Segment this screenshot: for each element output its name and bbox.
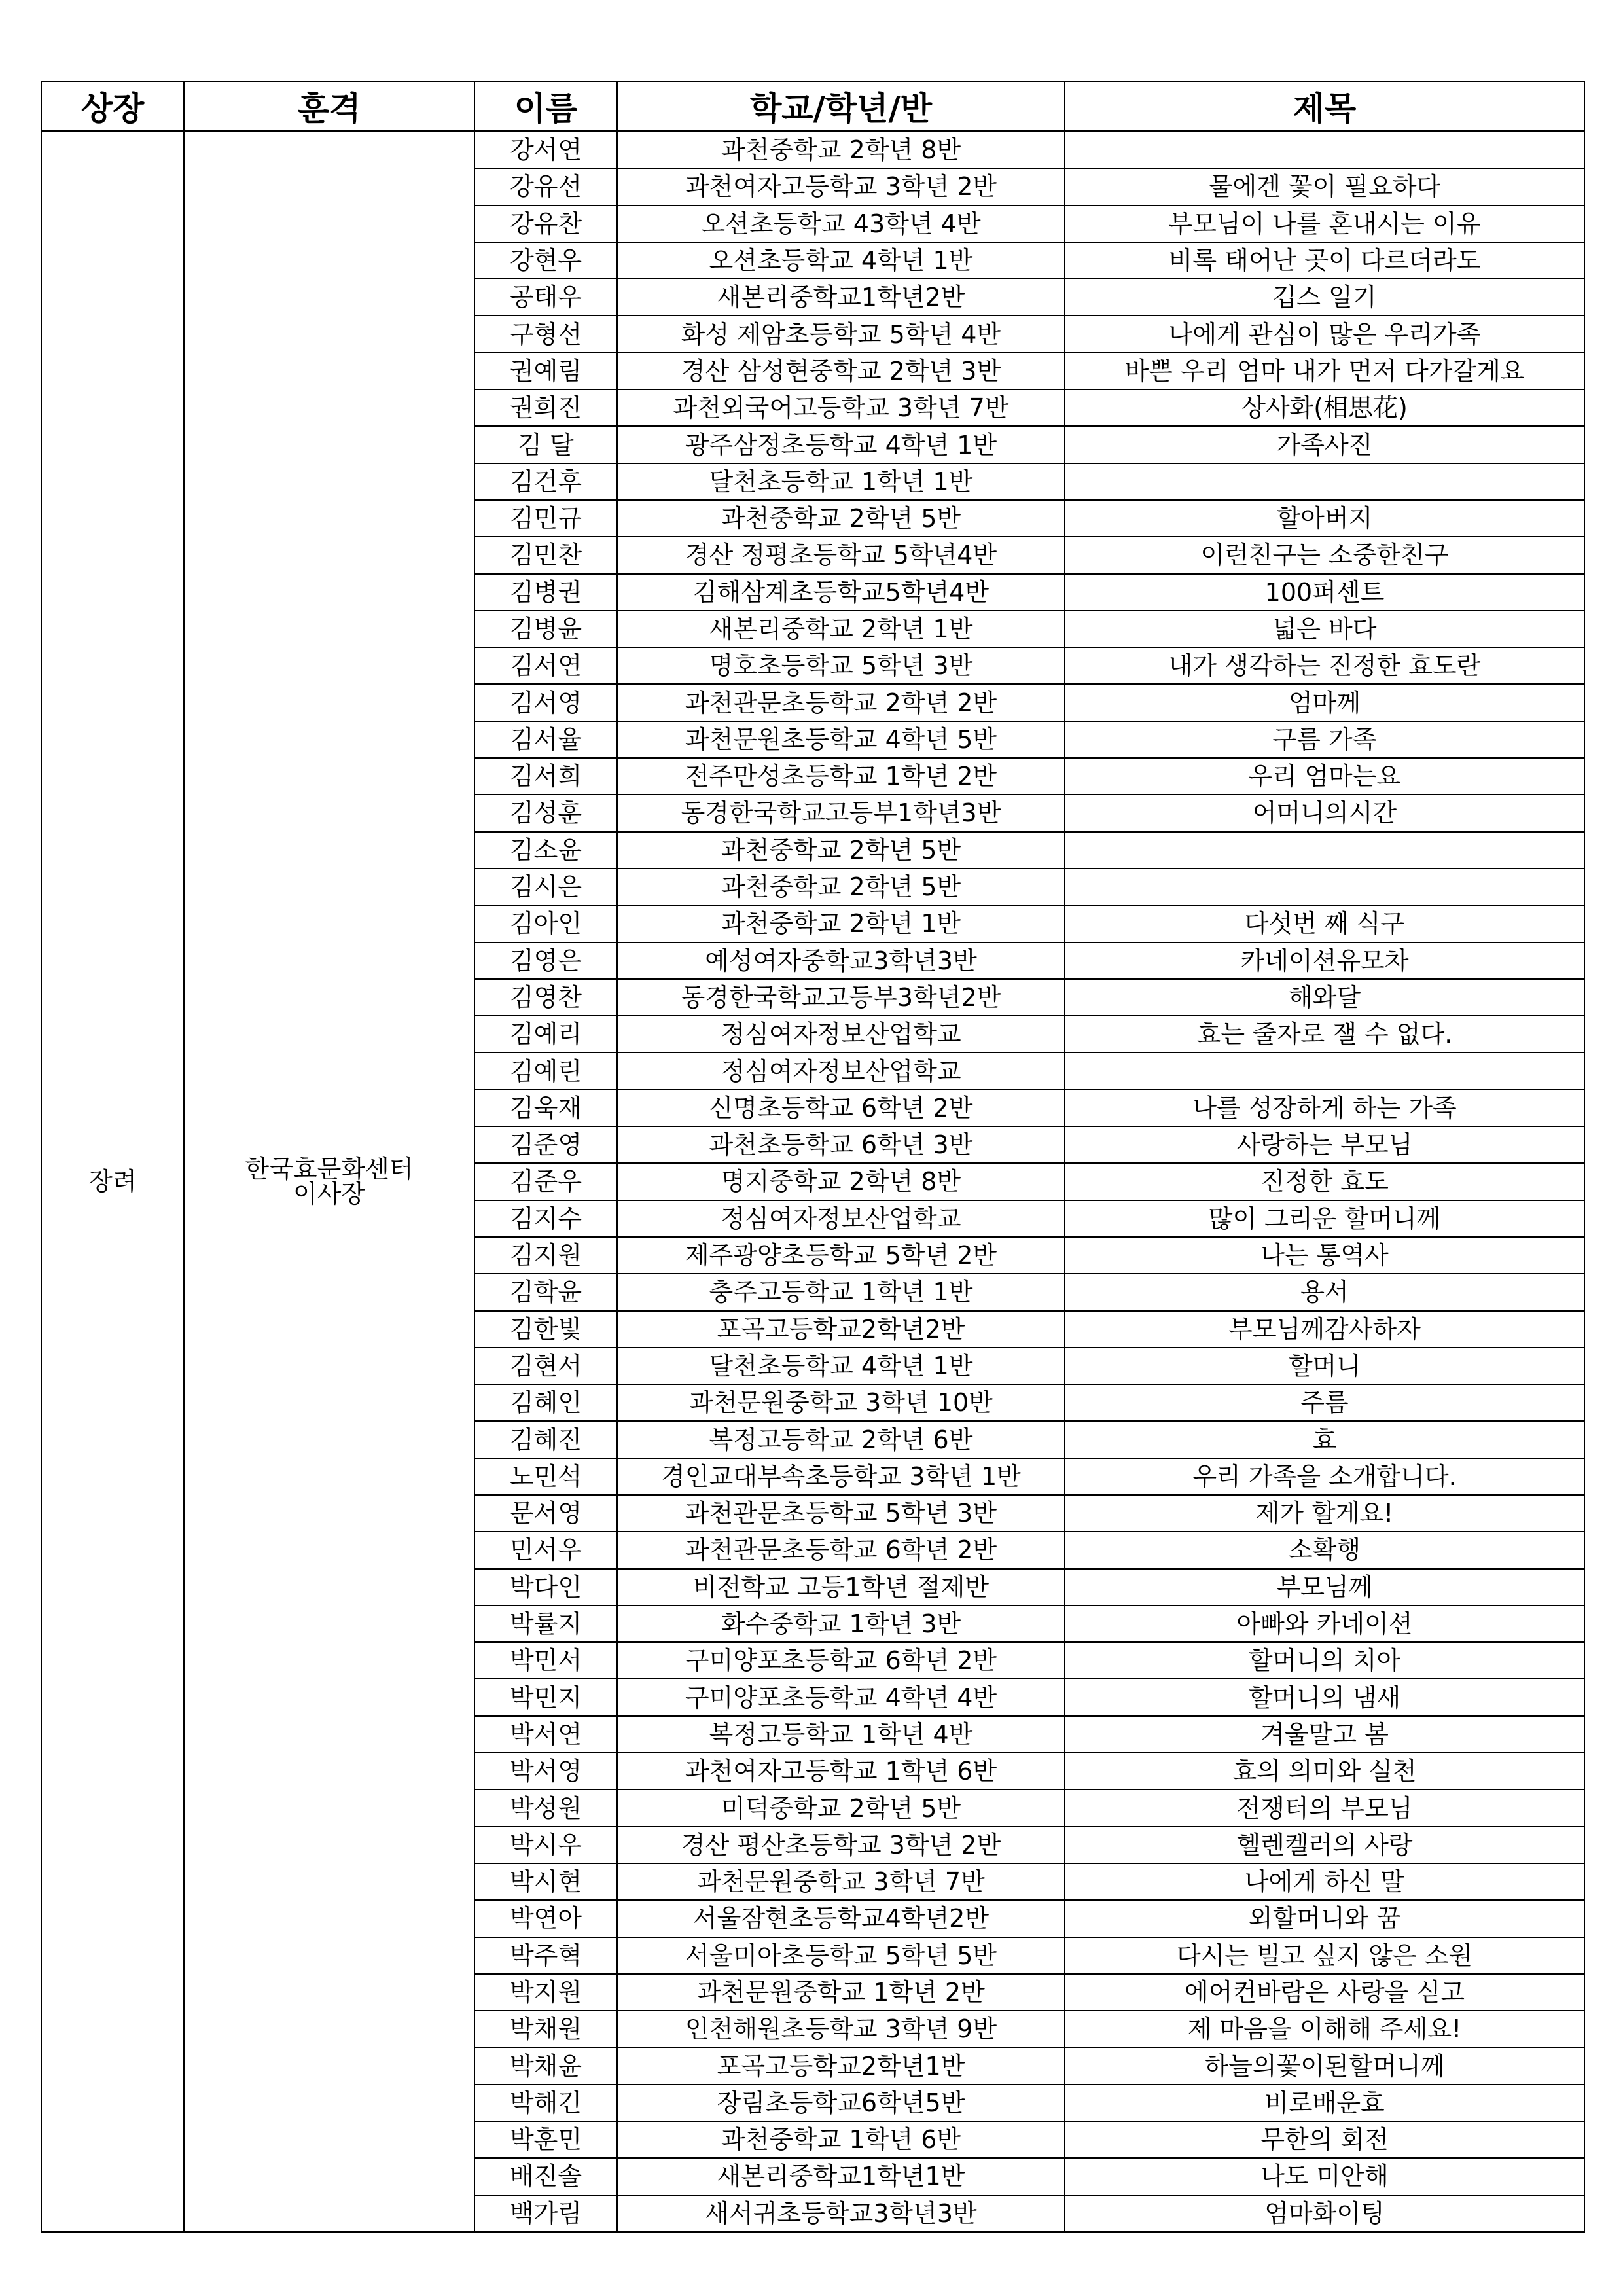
name-cell: 권희진	[474, 389, 617, 426]
title-cell: 전쟁터의 부모님	[1065, 1789, 1584, 1826]
title-cell: 하늘의꽃이된할머니께	[1065, 2047, 1584, 2084]
name-cell: 김건후	[474, 463, 617, 500]
title-cell	[1065, 869, 1584, 905]
name-cell: 박시현	[474, 1863, 617, 1900]
school-cell: 포곡고등학교2학년2반	[617, 1311, 1065, 1348]
title-cell: 어머니의시간	[1065, 795, 1584, 831]
school-cell: 정심여자정보산업학교	[617, 1016, 1065, 1052]
title-cell: 가족사진	[1065, 426, 1584, 463]
name-cell: 김영찬	[474, 979, 617, 1016]
name-cell: 김서영	[474, 684, 617, 721]
school-cell: 새본리중학교 2학년 1반	[617, 611, 1065, 647]
name-cell: 김혜인	[474, 1384, 617, 1421]
name-cell: 김서율	[474, 721, 617, 758]
name-cell: 김준우	[474, 1163, 617, 1200]
school-cell: 과천여자고등학교 3학년 2반	[617, 168, 1065, 205]
name-cell: 강서연	[474, 131, 617, 168]
header-row	[41, 82, 1584, 131]
title-cell: 제 마음을 이해해 주세요!	[1065, 2011, 1584, 2047]
school-cell: 과천관문초등학교 6학년 2반	[617, 1532, 1065, 1568]
school-cell: 서울잠현초등학교4학년2반	[617, 1900, 1065, 1937]
school-cell: 과천문원초등학교 4학년 5반	[617, 721, 1065, 758]
school-cell: 경인교대부속초등학교 3학년 1반	[617, 1458, 1065, 1495]
title-cell: 소확행	[1065, 1532, 1584, 1568]
name-cell: 김아인	[474, 905, 617, 942]
name-cell: 김혜진	[474, 1421, 617, 1458]
school-cell: 구미양포초등학교 6학년 2반	[617, 1642, 1065, 1679]
name-cell: 배진솔	[474, 2158, 617, 2195]
title-cell: 이런친구는 소중한친구	[1065, 537, 1584, 573]
name-cell: 김준영	[474, 1126, 617, 1163]
school-cell: 과천중학교 1학년 6반	[617, 2121, 1065, 2158]
title-cell: 주름	[1065, 1384, 1584, 1421]
school-cell: 화성 제암초등학교 5학년 4반	[617, 315, 1065, 352]
title-cell: 100퍼센트	[1065, 574, 1584, 611]
school-cell: 미덕중학교 2학년 5반	[617, 1789, 1065, 1826]
title-cell: 넓은 바다	[1065, 611, 1584, 647]
title-cell	[1065, 1052, 1584, 1089]
title-cell: 비로배운효	[1065, 2085, 1584, 2121]
school-cell: 새서귀초등학교3학년3반	[617, 2195, 1065, 2232]
title-cell: 카네이션유모차	[1065, 942, 1584, 979]
name-cell: 김서희	[474, 758, 617, 795]
school-cell: 과천중학교 2학년 8반	[617, 131, 1065, 168]
name-cell: 문서영	[474, 1495, 617, 1532]
title-cell: 내가 생각하는 진정한 효도란	[1065, 647, 1584, 684]
header-school: 학교/학년/반	[617, 82, 1065, 131]
title-cell: 효	[1065, 1421, 1584, 1458]
title-cell: 나에게 관심이 많은 우리가족	[1065, 315, 1584, 352]
name-cell: 김예리	[474, 1016, 617, 1052]
name-cell: 강현우	[474, 242, 617, 279]
school-cell: 광주삼정초등학교 4학년 1반	[617, 426, 1065, 463]
title-cell: 깁스 일기	[1065, 279, 1584, 315]
title-cell: 용서	[1065, 1274, 1584, 1310]
name-cell: 김영은	[474, 942, 617, 979]
title-cell: 사랑하는 부모님	[1065, 1126, 1584, 1163]
name-cell: 김학윤	[474, 1274, 617, 1310]
name-cell: 김서연	[474, 647, 617, 684]
name-cell: 박채원	[474, 2011, 617, 2047]
name-cell: 박민지	[474, 1679, 617, 1715]
honor-line-1: 한국효문화센터	[245, 1155, 414, 1184]
title-cell: 우리 가족을 소개합니다.	[1065, 1458, 1584, 1495]
title-cell: 제가 할게요!	[1065, 1495, 1584, 1532]
name-cell: 김소윤	[474, 832, 617, 869]
title-cell: 나를 성장하게 하는 가족	[1065, 1090, 1584, 1126]
school-cell: 경산 정평초등학교 5학년4반	[617, 537, 1065, 573]
school-cell: 화수중학교 1학년 3반	[617, 1605, 1065, 1642]
title-cell: 부모님께감사하자	[1065, 1311, 1584, 1348]
title-cell: 비록 태어난 곳이 다르더라도	[1065, 242, 1584, 279]
name-cell: 박서영	[474, 1753, 617, 1789]
name-cell: 박성원	[474, 1789, 617, 1826]
name-cell: 박다인	[474, 1569, 617, 1605]
school-cell: 전주만성초등학교 1학년 2반	[617, 758, 1065, 795]
name-cell: 박주혁	[474, 1937, 617, 1974]
name-cell: 강유찬	[474, 206, 617, 242]
name-cell: 박해긴	[474, 2085, 617, 2121]
school-cell: 경산 삼성현중학교 2학년 3반	[617, 353, 1065, 389]
title-cell: 부모님께	[1065, 1569, 1584, 1605]
table-body	[41, 131, 1584, 2232]
title-cell: 부모님이 나를 혼내시는 이유	[1065, 206, 1584, 242]
name-cell: 박시우	[474, 1827, 617, 1863]
school-cell: 정심여자정보산업학교	[617, 1200, 1065, 1237]
school-cell: 새본리중학교1학년1반	[617, 2158, 1065, 2195]
school-cell: 달천초등학교 1학년 1반	[617, 463, 1065, 500]
name-cell: 박채윤	[474, 2047, 617, 2084]
award-cell: 장려	[41, 131, 184, 2232]
school-cell: 과천관문초등학교 2학년 2반	[617, 684, 1065, 721]
school-cell: 동경한국학교고등부1학년3반	[617, 795, 1065, 831]
title-cell: 할머니	[1065, 1348, 1584, 1384]
name-cell: 공태우	[474, 279, 617, 315]
school-cell: 달천초등학교 4학년 1반	[617, 1348, 1065, 1384]
title-cell: 효의 의미와 실천	[1065, 1753, 1584, 1789]
title-cell: 다섯번 째 식구	[1065, 905, 1584, 942]
school-cell: 예성여자중학교3학년3반	[617, 942, 1065, 979]
title-cell: 외할머니와 꿈	[1065, 1900, 1584, 1937]
header-honor: 훈격	[184, 82, 474, 131]
title-cell: 우리 엄마는요	[1065, 758, 1584, 795]
table-row	[41, 131, 1584, 168]
school-cell: 정심여자정보산업학교	[617, 1052, 1065, 1089]
school-cell: 포곡고등학교2학년1반	[617, 2047, 1065, 2084]
awards-table	[41, 81, 1585, 2233]
name-cell: 박지원	[474, 1974, 617, 2011]
title-cell: 아빠와 카네이션	[1065, 1605, 1584, 1642]
school-cell: 경산 평산초등학교 3학년 2반	[617, 1827, 1065, 1863]
name-cell: 민서우	[474, 1532, 617, 1568]
header-title: 제목	[1065, 82, 1584, 131]
name-cell: 김병윤	[474, 611, 617, 647]
title-cell: 할머니의 냄새	[1065, 1679, 1584, 1715]
name-cell: 김현서	[474, 1348, 617, 1384]
name-cell: 노민석	[474, 1458, 617, 1495]
name-cell: 김욱재	[474, 1090, 617, 1126]
school-cell: 오션초등학교 43학년 4반	[617, 206, 1065, 242]
name-cell: 김지수	[474, 1200, 617, 1237]
honor-cell	[184, 131, 474, 2232]
school-cell: 서울미아초등학교 5학년 5반	[617, 1937, 1065, 1974]
school-cell: 명지중학교 2학년 8반	[617, 1163, 1065, 1200]
title-cell: 할아버지	[1065, 500, 1584, 537]
name-cell: 박연아	[474, 1900, 617, 1937]
name-cell: 김지원	[474, 1237, 617, 1274]
school-cell: 과천문원중학교 3학년 10반	[617, 1384, 1065, 1421]
title-cell	[1065, 832, 1584, 869]
school-cell: 제주광양초등학교 5학년 2반	[617, 1237, 1065, 1274]
title-cell: 물에겐 꽃이 필요하다	[1065, 168, 1584, 205]
name-cell: 박서연	[474, 1716, 617, 1753]
title-cell: 나에게 하신 말	[1065, 1863, 1584, 1900]
name-cell: 김성훈	[474, 795, 617, 831]
title-cell: 많이 그리운 할머니께	[1065, 1200, 1584, 1237]
school-cell: 새본리중학교1학년2반	[617, 279, 1065, 315]
school-cell: 복정고등학교 1학년 4반	[617, 1716, 1065, 1753]
school-cell: 김해삼계초등학교5학년4반	[617, 574, 1065, 611]
name-cell: 김시은	[474, 869, 617, 905]
name-cell: 김예린	[474, 1052, 617, 1089]
name-cell: 박훈민	[474, 2121, 617, 2158]
school-cell: 과천외국어고등학교 3학년 7반	[617, 389, 1065, 426]
name-cell: 김병권	[474, 574, 617, 611]
title-cell: 나도 미안해	[1065, 2158, 1584, 2195]
title-cell: 진정한 효도	[1065, 1163, 1584, 1200]
school-cell: 비전학교 고등1학년 절제반	[617, 1569, 1065, 1605]
school-cell: 과천여자고등학교 1학년 6반	[617, 1753, 1065, 1789]
school-cell: 동경한국학교고등부3학년2반	[617, 979, 1065, 1016]
header-name: 이름	[474, 82, 617, 131]
name-cell: 강유선	[474, 168, 617, 205]
title-cell: 구름 가족	[1065, 721, 1584, 758]
title-cell: 다시는 빌고 싶지 않은 소원	[1065, 1937, 1584, 1974]
name-cell: 구형선	[474, 315, 617, 352]
school-cell: 복정고등학교 2학년 6반	[617, 1421, 1065, 1458]
title-cell: 효는 줄자로 잴 수 없다.	[1065, 1016, 1584, 1052]
school-cell: 구미양포초등학교 4학년 4반	[617, 1679, 1065, 1715]
title-cell: 에어컨바람은 사랑을 싣고	[1065, 1974, 1584, 2011]
name-cell: 김한빛	[474, 1311, 617, 1348]
school-cell: 과천문원중학교 3학년 7반	[617, 1863, 1065, 1900]
title-cell: 할머니의 치아	[1065, 1642, 1584, 1679]
title-cell: 엄마화이팅	[1065, 2195, 1584, 2232]
name-cell: 김 달	[474, 426, 617, 463]
name-cell: 김민규	[474, 500, 617, 537]
title-cell	[1065, 131, 1584, 168]
school-cell: 과천중학교 2학년 5반	[617, 869, 1065, 905]
school-cell: 명호초등학교 5학년 3반	[617, 647, 1065, 684]
name-cell: 권예림	[474, 353, 617, 389]
school-cell: 과천문원중학교 1학년 2반	[617, 1974, 1065, 2011]
school-cell: 과천중학교 2학년 5반	[617, 500, 1065, 537]
school-cell: 장림초등학교6학년5반	[617, 2085, 1065, 2121]
title-cell: 바쁜 우리 엄마 내가 먼저 다가갈게요	[1065, 353, 1584, 389]
name-cell: 박률지	[474, 1605, 617, 1642]
school-cell: 오션초등학교 4학년 1반	[617, 242, 1065, 279]
name-cell: 백가림	[474, 2195, 617, 2232]
title-cell: 엄마께	[1065, 684, 1584, 721]
title-cell: 무한의 회전	[1065, 2121, 1584, 2158]
school-cell: 충주고등학교 1학년 1반	[617, 1274, 1065, 1310]
school-cell: 과천중학교 2학년 5반	[617, 832, 1065, 869]
name-cell: 박민서	[474, 1642, 617, 1679]
title-cell: 헬렌켈러의 사랑	[1065, 1827, 1584, 1863]
name-cell: 김민찬	[474, 537, 617, 573]
school-cell: 신명초등학교 6학년 2반	[617, 1090, 1065, 1126]
title-cell	[1065, 463, 1584, 500]
title-cell: 겨울말고 봄	[1065, 1716, 1584, 1753]
school-cell: 과천초등학교 6학년 3반	[617, 1126, 1065, 1163]
school-cell: 과천관문초등학교 5학년 3반	[617, 1495, 1065, 1532]
honor-line-2: 이사장	[293, 1179, 366, 1209]
title-cell: 나는 통역사	[1065, 1237, 1584, 1274]
title-cell: 상사화(相思花)	[1065, 389, 1584, 426]
title-cell: 해와달	[1065, 979, 1584, 1016]
header-award: 상장	[41, 82, 184, 131]
school-cell: 과천중학교 2학년 1반	[617, 905, 1065, 942]
school-cell: 인천해원초등학교 3학년 9반	[617, 2011, 1065, 2047]
